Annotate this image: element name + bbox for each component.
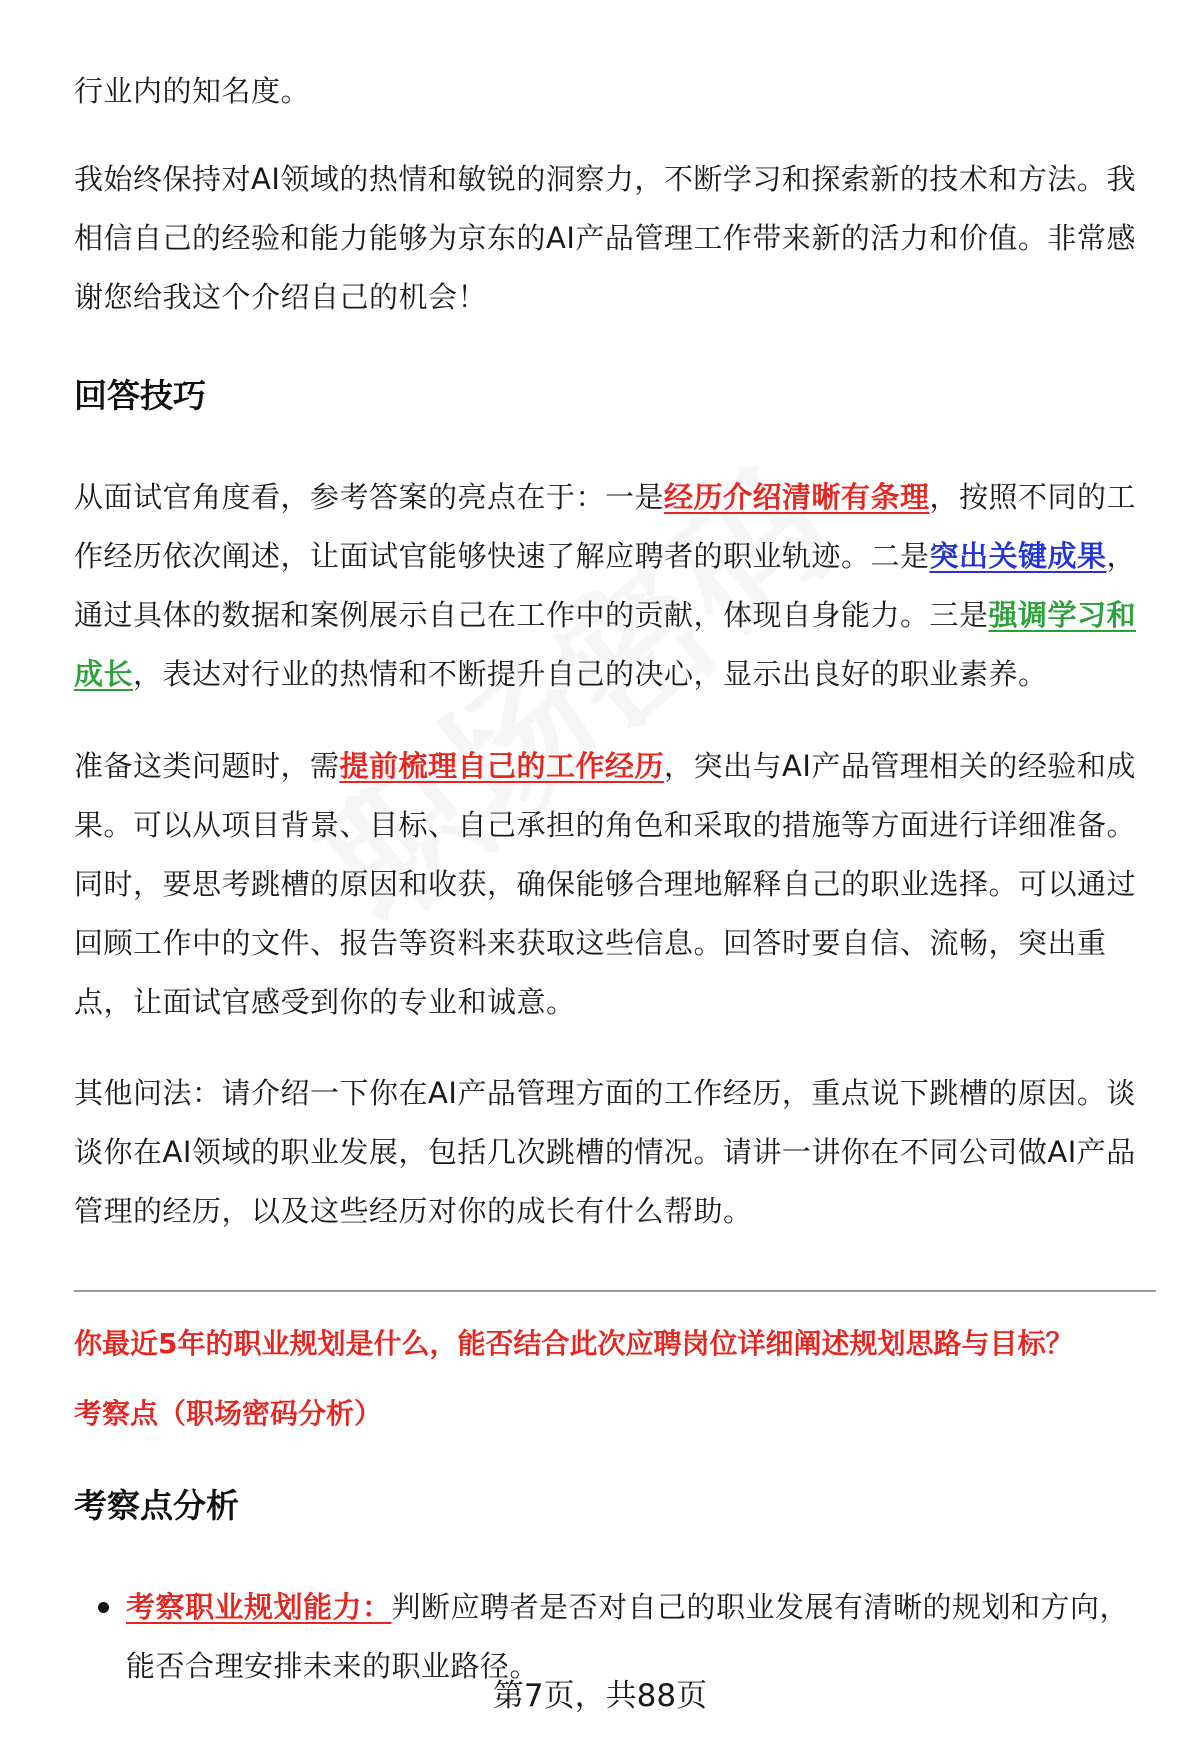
tips-text-3: ，通过具体的数据和案例展示自己在工作中的贡献，体现自身能力。三是	[74, 539, 1137, 632]
highlight-sort-experience: 提前梳理自己的工作经历	[339, 749, 665, 783]
paragraph-tips	[74, 468, 1154, 704]
bullet-body: 判断应聘者是否对自己的职业发展有清晰的规划和方向，能否合理安排未来的职业路径。	[126, 1590, 1130, 1683]
interview-question: 你最近5年的职业规划是什么，能否结合此次应聘岗位详细阐述规划思路与目标？	[74, 1327, 1074, 1360]
page-footer: 第7页，共88页	[492, 1678, 708, 1714]
tips-text-1: 从面试官角度看，参考答案的亮点在于：一是	[74, 480, 665, 514]
bullet-dot-icon	[98, 1602, 109, 1613]
highlight-clear-experience: 经历介绍清晰有条理	[664, 480, 930, 514]
highlight-learning-growth: 强调学习和成长	[74, 598, 1137, 691]
paragraph-preparation	[74, 737, 1154, 1032]
tips-text-4: ，表达对行业的热情和不断提升自己的决心，显示出良好的职业素养。	[133, 657, 1048, 691]
section-title-answer-tips: 回答技巧	[74, 376, 206, 415]
subheading-analysis: 考察点（职场密码分析）	[74, 1397, 383, 1430]
highlight-key-results: 突出关键成果	[929, 539, 1107, 573]
paragraph-continuation: 行业内的知名度。	[74, 74, 311, 108]
paragraph-closing: 我始终保持对AI领域的热情和敏锐的洞察力，不断学习和探索新的技术和方法。我相信自己的经验和能力能够为京东的AI产品管理工作带来新的活力和价值。非常感谢您给我这个介绍自己的机会！	[74, 162, 1136, 314]
divider	[74, 1290, 1156, 1292]
prep-text-2: ，突出与AI产品管理相关的经验和成果。可以从项目背景、目标、自己承担的角色和采取的措施等方面进行详细准备。同时，要思考跳槽的原因和收获，确保能够合理地解释自己的职业选择。可以通过回顾工作中的文件、报告等资料来获取这些信息。回答时要自信、流畅，突出重点，让面试官感受到你的专业和诚意。	[74, 749, 1137, 1019]
bullet-highlight: 考察职业规划能力：	[126, 1590, 392, 1624]
prep-text-1: 准备这类问题时，需	[74, 749, 340, 783]
paragraph-other-questions: 其他问法：请介绍一下你在AI产品管理方面的工作经历，重点说下跳槽的原因。谈谈你在AI领域的职业发展，包括几次跳槽的情况。请讲一讲你在不同公司做AI产品管理的经历，以及这些经历对你的成长有什么帮助。	[74, 1076, 1136, 1228]
section-title-analysis: 考察点分析	[74, 1486, 239, 1525]
tips-text-2: ，按照不同的工作经历依次阐述，让面试官能够快速了解应聘者的职业轨迹。二是	[74, 480, 1137, 573]
